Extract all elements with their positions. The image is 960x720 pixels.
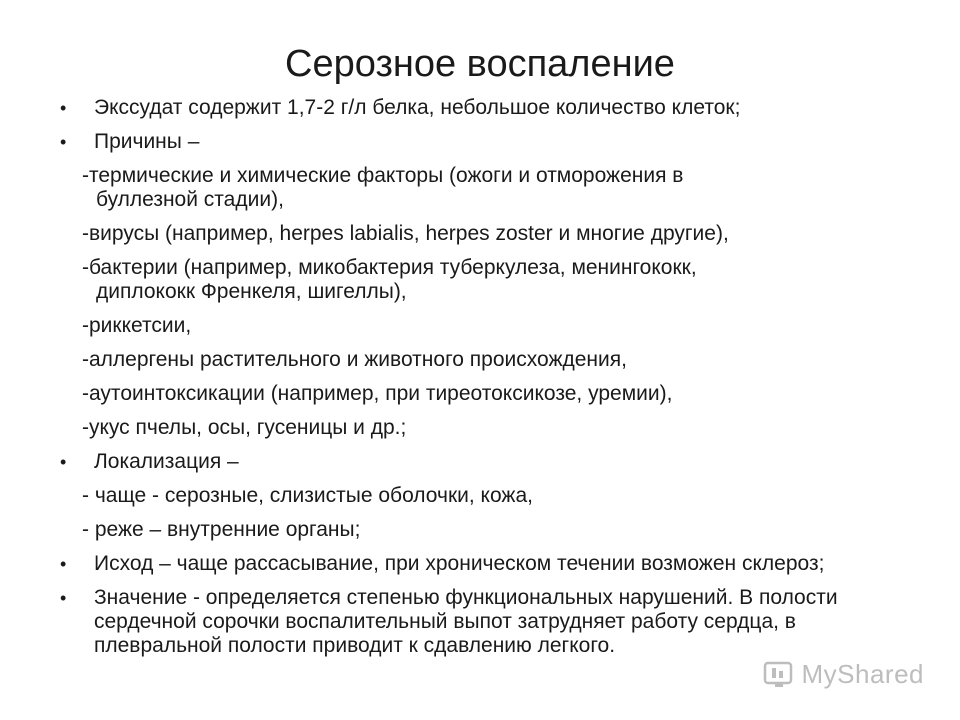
sub-text: -аутоинтоксикации (например, при тиреотоксикозе, уремии),	[82, 382, 673, 405]
bullet-item	[58, 450, 918, 474]
bullet-icon: •	[60, 132, 67, 152]
sub-text-continuation: буллезной стадии),	[96, 188, 284, 211]
bullet-icon: •	[60, 588, 67, 608]
bullet-text: Причины –	[94, 130, 200, 153]
bullet-icon: •	[60, 554, 67, 574]
bullet-item	[58, 552, 918, 576]
sub-text: -аллергены растительного и животного происхождения,	[82, 348, 627, 371]
sub-text-continuation: диплококк Френкеля, шигеллы),	[96, 280, 407, 303]
sub-item	[58, 416, 918, 440]
sub-text: - чаще - серозные, слизистые оболочки, кожа,	[82, 484, 533, 507]
bullet-icon: •	[60, 452, 67, 472]
sub-text: -укус пчелы, осы, гусеницы и др.;	[82, 416, 407, 439]
myshared-logo-icon	[762, 659, 796, 689]
sub-text: -риккетсии,	[82, 314, 192, 337]
sub-item	[58, 382, 918, 406]
bullet-text: Исход – чаще рассасывание, при хроническом течении возможен склероз;	[94, 552, 825, 575]
bullet-item	[58, 586, 918, 658]
bullet-text: Значение - определяется степенью функциональных нарушений. В полости сердечной сорочки воспалительный выпот затрудняет работу сердца, в плевральной полости приводит к сдавлению легкого.	[94, 586, 838, 657]
sub-text: - реже – внутренние органы;	[82, 518, 361, 541]
bullet-icon: •	[60, 98, 67, 118]
bullet-item	[58, 96, 918, 120]
sub-text: -бактерии (например, микобактерия туберкулеза, менингококк,	[82, 256, 697, 279]
bullet-text: Локализация –	[94, 450, 239, 473]
sub-item	[58, 314, 918, 338]
sub-item	[58, 164, 918, 212]
slide-body	[58, 96, 918, 668]
bullet-item	[58, 130, 918, 154]
bullet-text: Экссудат содержит 1,7-2 г/л белка, небольшое количество клеток;	[94, 96, 741, 119]
sub-item	[58, 518, 918, 542]
sub-item	[58, 484, 918, 508]
sub-item	[58, 222, 918, 246]
sub-text: -термические и химические факторы (ожоги и отморожения в	[82, 164, 684, 187]
watermark	[762, 656, 925, 692]
slide-title: Серозное воспаление	[285, 43, 675, 85]
watermark-text: MyShared	[801, 658, 924, 689]
sub-text: -вирусы (например, herpes labialis, herpes zoster и многие другие),	[82, 222, 729, 245]
sub-item	[58, 256, 918, 304]
sub-item	[58, 348, 918, 372]
